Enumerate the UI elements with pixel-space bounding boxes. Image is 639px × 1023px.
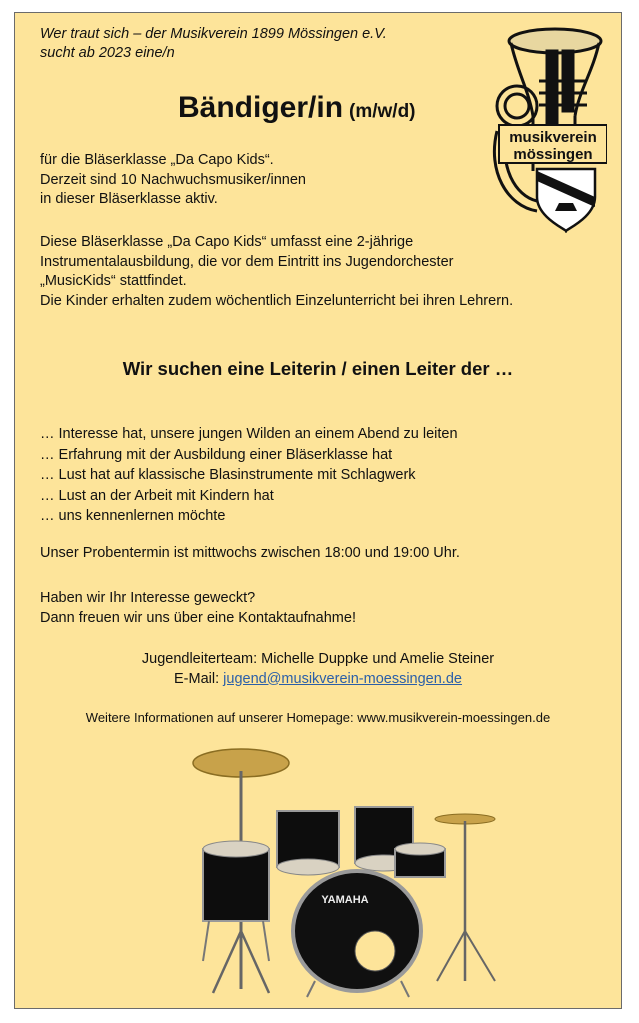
logo-line-1: musikverein — [509, 129, 597, 146]
email-link[interactable]: jugend@musikverein-moessingen.de — [223, 670, 462, 687]
logo-line-2: mössingen — [513, 146, 593, 163]
shield-icon — [537, 169, 595, 231]
list-item: … uns kennenlernen möchte — [40, 508, 226, 524]
interest-text — [40, 589, 356, 628]
ask-line: Dann freuen wir uns über eine Kontaktaufnahme! — [40, 609, 356, 626]
para2-line: „MusicKids“ stattfindet. — [40, 273, 187, 289]
paragraph-ausbildung — [40, 233, 513, 311]
para1-line: Derzeit sind 10 Nachwuchsmusiker/innen — [40, 171, 306, 188]
intro-line-1: Wer traut sich – der Musikverein 1899 Mössingen e.V. — [40, 26, 387, 42]
list-item: … Interesse hat, unsere jungen Wilden an einem Abend zu leiten — [40, 426, 458, 442]
team-text: Jugendleiterteam: Michelle Duppke und Amelie Steiner — [141, 651, 495, 667]
requirements-list — [40, 424, 458, 527]
contact-block — [15, 650, 621, 689]
page-title — [178, 91, 416, 125]
list-item: … Lust an der Arbeit mit Kindern hat — [40, 487, 274, 504]
para2-line: Diese Bläserklasse „Da Capo Kids“ umfasst eine 2-jährige — [40, 234, 414, 250]
ask-line: Haben wir Ihr Interesse geweckt? — [40, 590, 256, 606]
para2-line: Instrumentalausbildung, die vor dem Eintritt ins Jugendorchester — [40, 253, 454, 270]
homepage-text: Weitere Informationen auf unserer Homepage: www.musikverein-moessingen.de — [85, 710, 551, 725]
snare-icon — [395, 843, 445, 877]
intro-line-2: sucht ab 2023 eine/n — [40, 45, 175, 61]
title-main: Bändiger/in — [178, 91, 344, 124]
para2-line: Die Kinder erhalten zudem wöchentlich Einzelunterricht bei ihren Lehrern. — [40, 292, 514, 309]
rack-tom-left-icon — [277, 811, 339, 875]
email-label: E-Mail: — [174, 670, 220, 687]
paragraph-bläserklasse — [40, 151, 306, 210]
email-line — [15, 670, 621, 690]
list-item: … Erfahrung mit der Ausbildung einer Bläserklasse hat — [40, 446, 393, 463]
hihat-icon — [435, 814, 495, 981]
bass-drum-icon — [293, 871, 421, 997]
para1-line: in dieser Bläserklasse aktiv. — [40, 191, 218, 207]
intro-text — [40, 25, 387, 63]
drum-kit-image — [165, 731, 505, 1001]
title-suffix: (m/w/d) — [349, 101, 416, 122]
list-item: … Lust hat auf klassische Blasinstrumente mit Schlagwerk — [40, 467, 416, 483]
rehearsal-text: Unser Probentermin ist mittwochs zwischen 18:00 und 19:00 Uhr. — [40, 545, 460, 561]
subheading: Wir suchen eine Leiterin / einen Leiter der … — [122, 358, 514, 379]
drum-brand-label: YAMAHA — [321, 894, 369, 906]
musikverein-logo — [477, 21, 607, 233]
para1-line: für die Bläserklasse „Da Capo Kids“. — [40, 152, 274, 168]
flyer — [14, 12, 622, 1009]
